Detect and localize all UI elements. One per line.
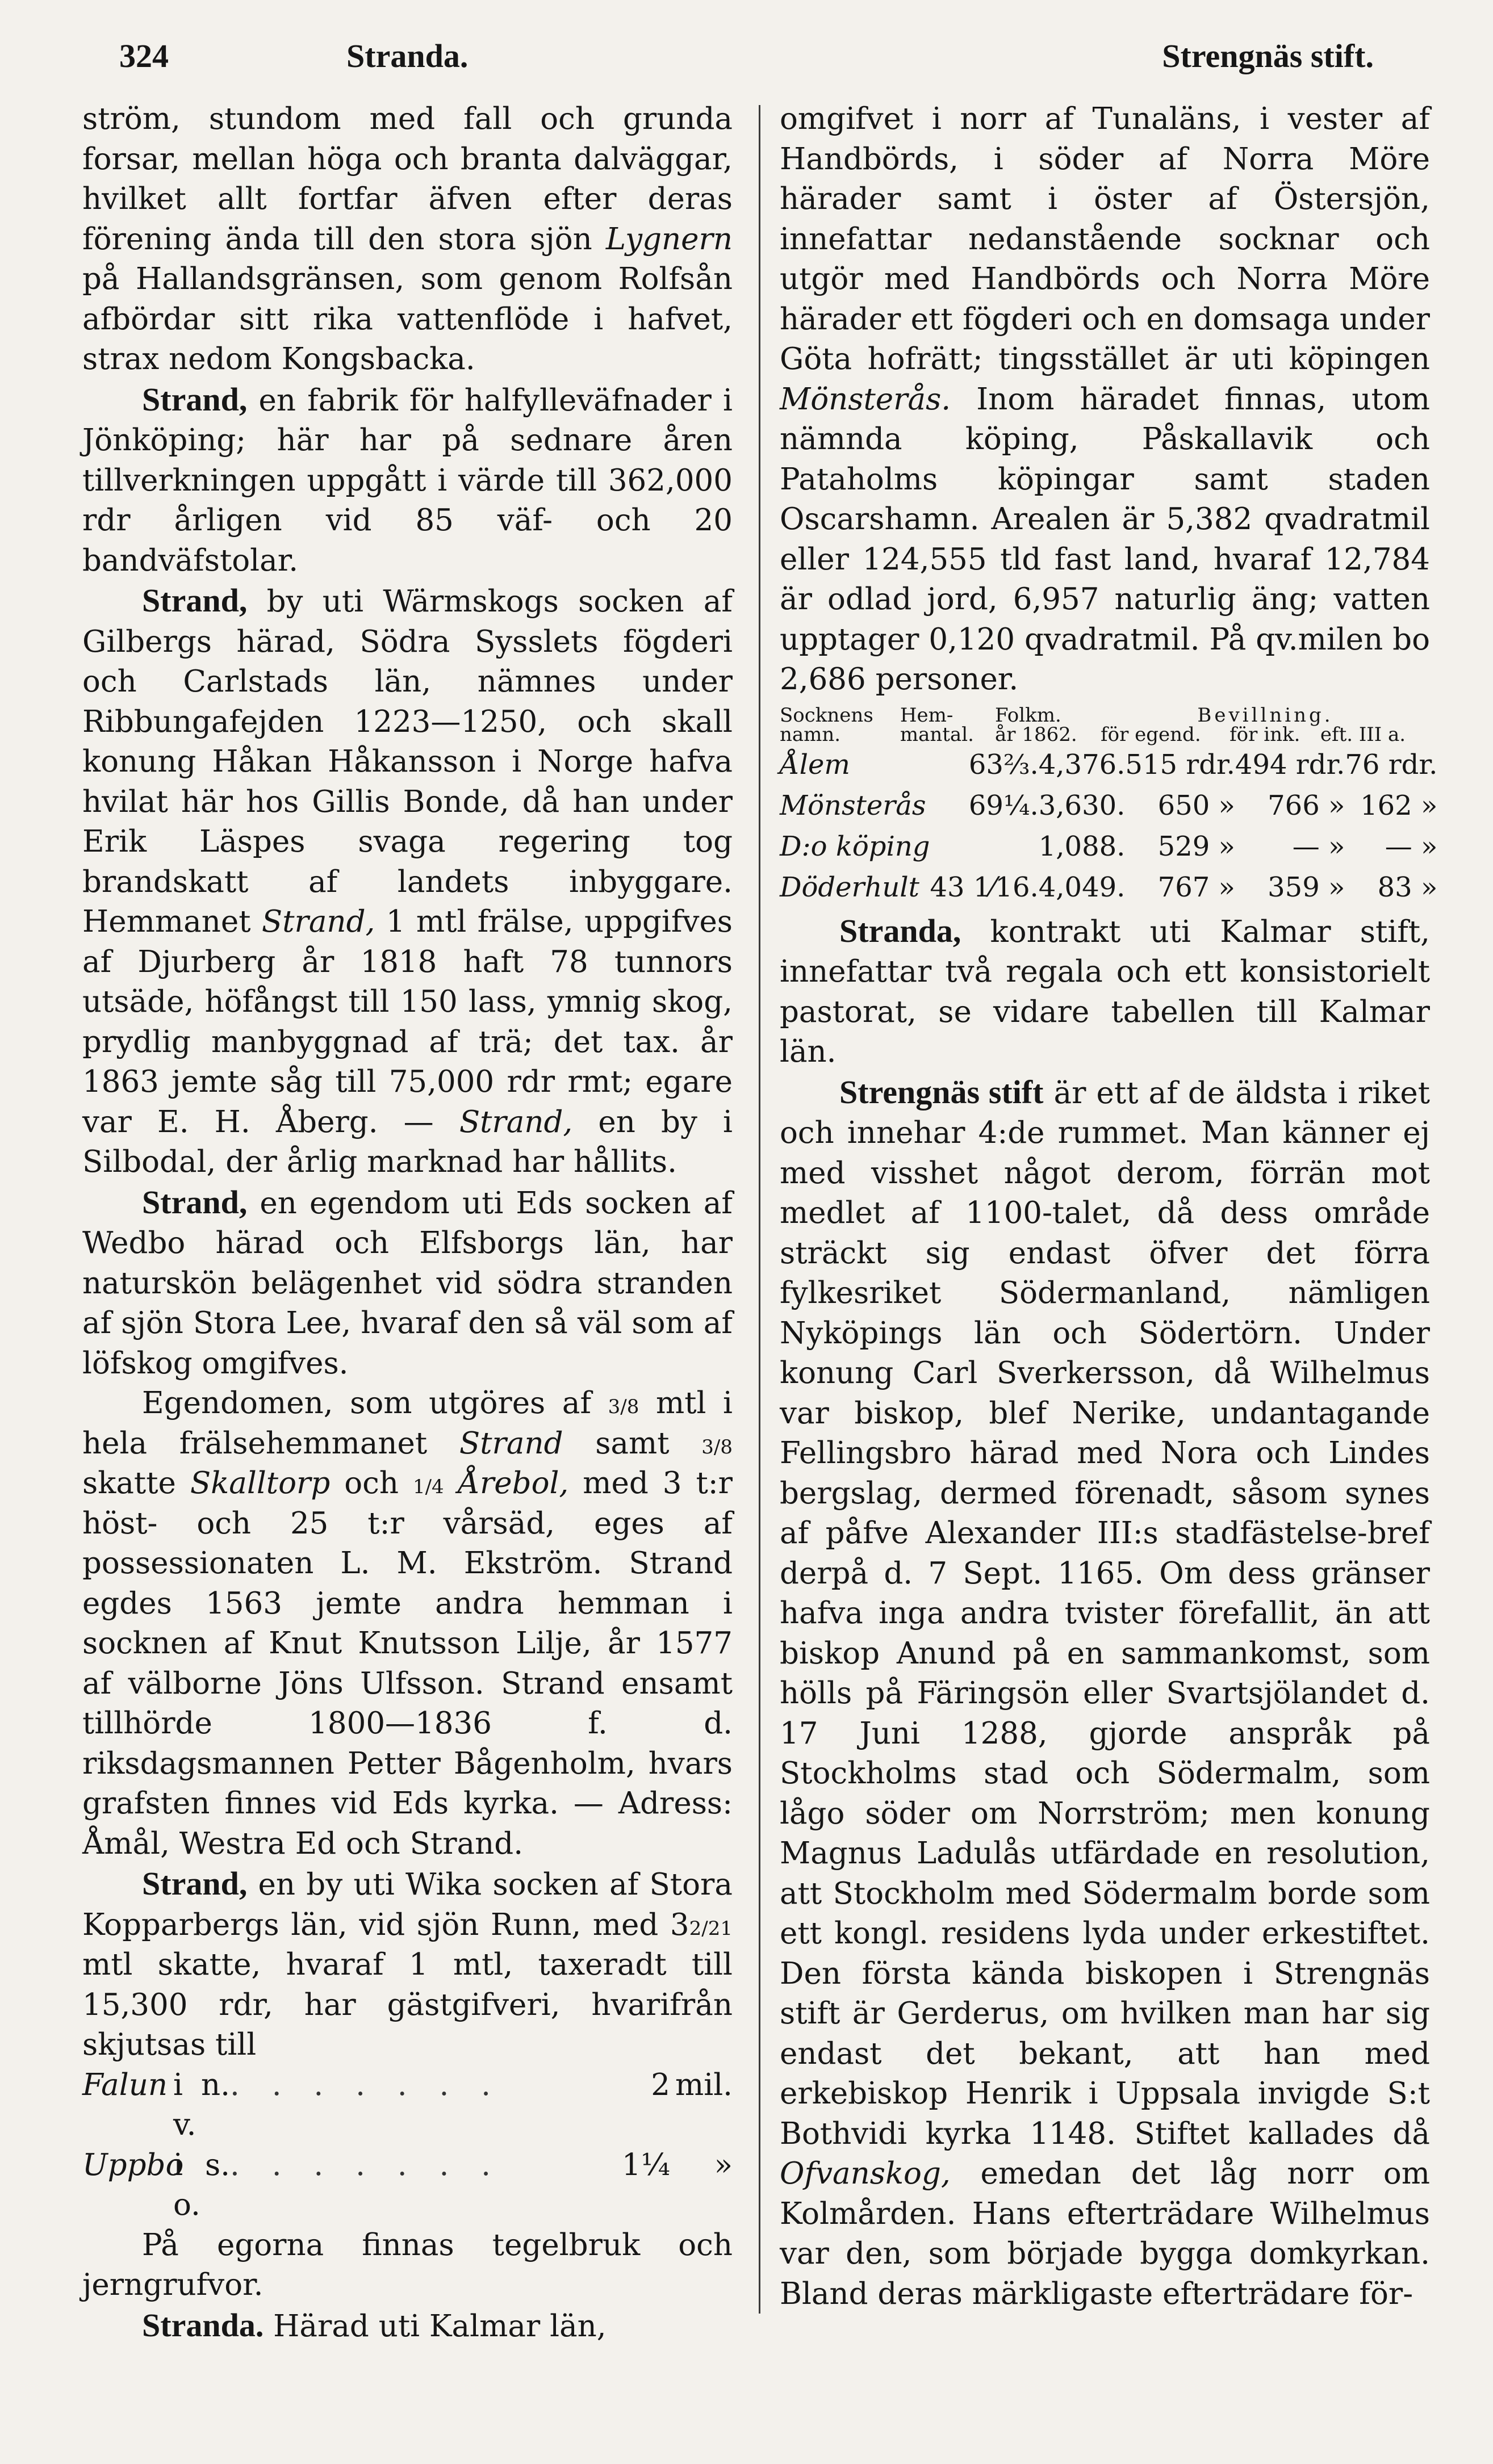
right-column [780, 99, 1438, 2314]
table-body [780, 744, 1437, 908]
parish-table [780, 703, 1438, 908]
entry-continuation: ström, stundom med fall och grunda forsar, mellan höga och branta dalväggar, hvilket allt fortfar äfven efter deras förening ända till den stora sjön Lygnern på Hallandsgränsen, som genom Rolfsån afbördar sitt rika vattenflöde i hafvet, strax nedom Kongsbacka. [82, 102, 733, 376]
headword: Strand, [142, 1865, 248, 1902]
headword: Strand, [142, 582, 248, 619]
fraction: 3/8 [608, 1396, 639, 1418]
running-head-left: Stranda. [346, 37, 469, 74]
table-header: Socknens Hem- Folkm. Bevillning. namn. mantal. år 1862. för egend. för ink. eft. III a. [780, 703, 1406, 746]
left-column [82, 99, 733, 2346]
headword: Strand, [142, 380, 248, 418]
fraction: 3/8 [701, 1435, 733, 1459]
page-header [74, 31, 1419, 82]
entry-egendomen: Egendomen, som utgöres af 3/8 mtl i hela frälsehemmanet Strand samt 3/8 skatte Skalltorp och 1/4 Årebol, med 3 t:r höst- och 25 t:r vårsäd, eges af possessionaten L. M. Ekström. Strand egdes 1563 jemte andra hemman i socknen af Knut Knutsson Lilje, år 1577 af välborne Jöns Ulfsson. Strand ensamt tillhörde 1800—1836 f. d. riksdagsmannen Petter Bågenholm, hvars grafsten finnes vid Eds kyrka. — Adress: Åmål, Westra Ed och Strand. [82, 1386, 733, 1861]
table-row: Ålem 63⅔. 4,376. 515 rdr. 494 rdr. 76 rdr. [780, 748, 1438, 781]
column-divider [759, 105, 760, 2314]
lake-name: Lygnern [605, 221, 733, 257]
entry-strengnas-stift: Strengnäs stift är ett af de äldsta i riket och innehar 4:de rummet. Man känner ej med visshet något derom, förrän mot medlet af 1100-talet, då dess område sträckt sig endast öfver det förra fylkesriket Södermanland, nämligen Nyköpings län och Södertörn. Under konung Carl Sverkersson, då Wilhelmus var biskop, blef Nerike, undantagande Fellingsbro härad med Nora och Lindes bergslag, dermed förenadt, såsom synes af påfve Alexander III:s stadfästelse-bref derpå d. 7 Sept. 1165. Om dess gränser hafva inga andra tvister förefallit, än att biskop Anund på en sammankomst, som hölls på Färingsön eller Svartsjölandet d. 17 Juni 1288, gjorde anspråk på Stockholms stad och Södermalm, som lågo söder om Norrström; men konung Magnus Ladulås utfärdade en resolution, att Stockholm med Södermalm borde som ett kongl. residens lyda under erkestiftet. Den första kända biskopen i Strengnäs stift är Gerderus, om hvilken man har sig endast det bekant, att han med erkebiskop Henrik i Uppsala invigde S:t Bothvidi kyrka 1148. Stiftet kallades då Ofvanskog, emedan det låg norr om Kolmården. Hans efterträdare Wilhelmus var den, som började bygga domkyrkan. Bland deras märkligaste efterträdare för- [780, 1073, 1431, 2311]
headword: Stranda. [142, 2306, 264, 2344]
entry-note: På egorna finnas tegelbruk och jerngrufvor. [82, 2227, 733, 2302]
fraction: 1/4 [412, 1476, 444, 1498]
table-row: Döderhult 43 1⁄16. 4,049. 767 » 359 » 83 » [780, 871, 1438, 903]
entry-strand-eds: Strand, en egendom uti Eds socken af Wedbo härad och Elfsborgs län, har naturskön belägenhet vid södra stranden af sjön Stora Lee, hvaraf den så väl som af löfskog omgifves. [82, 1183, 733, 1381]
fraction: 2/21 [689, 1917, 733, 1940]
headword: Stranda, [839, 912, 961, 949]
distance-row: Uppbo i s. o. . . . . . . . 1¼ » [82, 2147, 733, 2222]
entry-strand-by-warmskog: Strand, by uti Wärmskogs socken af Gilbergs härad, Södra Sysslets fögderi och Carlstads län, nämnes under Ribbungafejden 1223—1250, och skall konung Håkan Håkansson i Norge hafva hvilat här hos Gillis Bonde, då han under Erik Läspes svaga regering tog brandskatt af landets inbyggare. Hemmanet Strand, 1 mtl frälse, uppgifves af Djurberg år 1818 haft 78 tunnors utsäde, höfångst till 150 lass, ymnig skog, prydlig manbyggnad af trä; det tax. år 1863 jemte såg till 75,000 rdr rmt; egare var E. H. Åberg. — Strand, en by i Silbodal, der årlig marknad har hållits. [82, 582, 733, 1179]
page-number: 324 [119, 37, 169, 74]
entry-continuation: omgifvet i norr af Tunaläns, i vester af Handbörds, i söder af Norra Möre härader samt i öster af Östersjön, innefattar nedanstående socknar och utgör med Handbörds och Norra Möre härader ett fögderi och en domsaga under Göta hofrätt; tingsstället är uti köpingen Mönsterås. Inom häradet finnas, utom nämnda köping, Påskallavik och Pataholms köpingar samt staden Oscarshamn. Arealen är 5,382 qvadratmil eller 124,555 tld fast land, hvaraf 12,784 är odlad jord, 6,957 naturlig äng; vatten upptager 0,120 qvadratmil. På qv.milen bo 2,686 personer. [780, 102, 1430, 697]
entry-strand-fabrik: Strand, en fabrik för halfylleväfnader i Jönköping; här har på sednare åren tillverkningen uppgått i värde till 362,000 rdr årligen vid 85 väf- och 20 bandväfstolar. [82, 380, 733, 578]
entry-stranda-harad: Stranda. Härad uti Kalmar län, [142, 2306, 607, 2344]
headword: Strengnäs stift [839, 1073, 1044, 1111]
entry-strand-wika: Strand, en by uti Wika socken af Stora Kopparbergs län, vid sjön Runn, med 32/21 mtl skatte, hvaraf 1 mtl, taxeradt till 15,300 rdr, har gästgifveri, hvarifrån skjutsas till [82, 1865, 733, 2062]
distance-row: Falun i n. v. . . . . . . . 2 mil. [82, 2067, 733, 2142]
entry-stranda-kontrakt: Stranda, kontrakt uti Kalmar stift, innefattar två regala och ett konsistorielt pastorat, se vidare tabellen till Kalmar län. [780, 912, 1430, 1069]
running-head-right: Strengnäs stift. [1162, 37, 1374, 74]
table-row: Mönsterås 69¼. 3,630. 650 » 766 » 162 » [780, 789, 1438, 822]
table-row: D:o köping 1,088. 529 » — » — » [780, 830, 1438, 862]
headword: Strand, [142, 1183, 248, 1221]
